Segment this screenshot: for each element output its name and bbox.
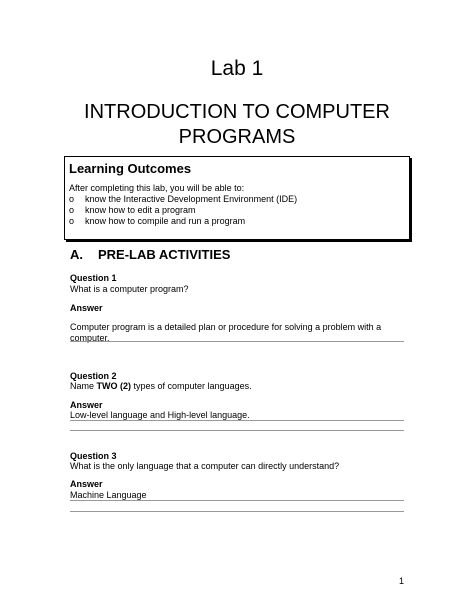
page-title [0, 100, 474, 150]
page-number: 1 [398, 576, 404, 586]
question-2-text-start: Name [70, 381, 97, 391]
answer-rule [70, 500, 404, 501]
question-3-answer-label: Answer [70, 479, 103, 489]
lab-title: Lab 1 [210, 57, 264, 80]
outcome-text: know the Interactive Development Environment (IDE) [85, 194, 298, 204]
section-title: PRE-LAB ACTIVITIES [98, 247, 231, 262]
outcome-text: know how to edit a program [85, 205, 196, 215]
question-3-label: Question 3 [70, 451, 117, 461]
bullet-marker: o [69, 205, 75, 215]
learning-outcomes-heading: Learning Outcomes [69, 161, 192, 176]
question-1-label: Question 1 [70, 273, 117, 283]
question-1-answer-label: Answer [70, 303, 103, 313]
answer-rule [70, 511, 404, 512]
question-2-text-end: types of computer languages. [131, 381, 252, 391]
question-1-answer: Computer program is a detailed plan or procedure for solving a problem with a computer. [70, 322, 382, 343]
question-2-text-emphasis: TWO (2) [96, 381, 132, 391]
question-3-text: What is the only language that a computer can directly understand? [70, 461, 340, 471]
outcome-item [69, 205, 405, 216]
answer-rule [70, 341, 404, 342]
page-title-line-1: INTRODUCTION TO COMPUTER [84, 101, 390, 123]
learning-outcomes-box [64, 156, 410, 240]
bullet-marker: o [69, 216, 75, 226]
section-heading [70, 247, 230, 263]
question-1-text: What is a computer program? [70, 284, 189, 294]
question-2-answer: Low-level language and High-level language. [70, 410, 250, 420]
learning-outcomes-list [69, 194, 405, 227]
answer-rule [70, 430, 404, 431]
outcome-item [69, 216, 405, 227]
question-2-text [70, 381, 252, 392]
learning-outcomes-intro: After completing this lab, you will be able to: [69, 183, 245, 193]
outcome-item [69, 194, 405, 205]
question-3-answer: Machine Language [70, 490, 147, 500]
outcome-text: know how to compile and run a program [85, 216, 246, 226]
bullet-marker: o [69, 194, 75, 204]
question-2-label: Question 2 [70, 371, 117, 381]
question-2-answer-label: Answer [70, 400, 103, 410]
answer-rule [70, 420, 404, 421]
section-letter: A. [70, 247, 83, 262]
page-title-line-2: PROGRAMS [178, 126, 296, 148]
